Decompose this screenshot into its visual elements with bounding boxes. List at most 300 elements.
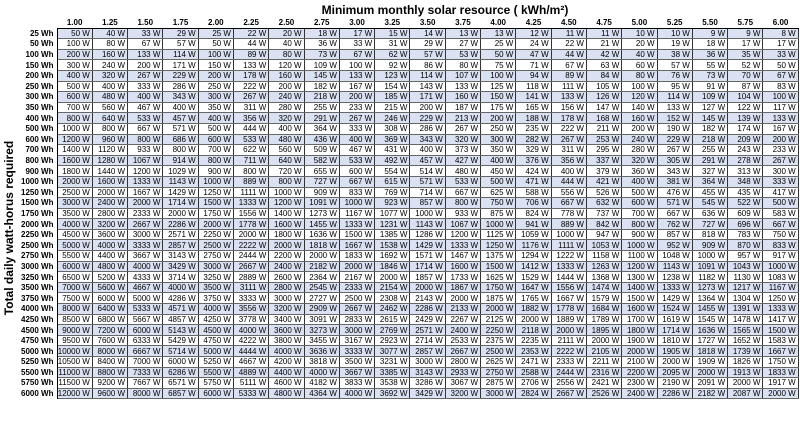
table-row (19, 102, 798, 113)
table-cell: 2857 W (410, 346, 445, 357)
table-cell: 1000 W (692, 251, 727, 262)
table-cell: 3000 W (198, 261, 233, 272)
table-cell: 800 W (163, 145, 198, 156)
column-header: 5.75 (728, 18, 763, 28)
table-cell: 800 W (622, 219, 657, 230)
table-row (19, 378, 798, 389)
table-cell: 457 W (163, 113, 198, 124)
table-cell: 7500 W (57, 293, 92, 304)
table-cell: 1100 W (622, 251, 657, 262)
table-cell: 933 W (445, 208, 480, 219)
table-cell: 696 W (728, 219, 763, 230)
table-cell: 2000 W (304, 251, 339, 262)
table-cell: 6000 W (128, 325, 163, 336)
table-cell: 7333 W (128, 367, 163, 378)
table-cell: 200 W (269, 81, 304, 92)
row-header: 500 Wh (19, 123, 57, 134)
table-cell: 2364 W (304, 272, 339, 283)
row-header: 400 Wh (19, 113, 57, 124)
table-cell: 145 W (304, 70, 339, 81)
table-cell: 5600 W (92, 282, 127, 293)
table-cell: 381 W (657, 176, 692, 187)
table-cell: 104 W (728, 92, 763, 103)
table-cell: 2353 W (516, 346, 551, 357)
table-cell: 291 W (304, 113, 339, 124)
table-cell: 947 W (586, 229, 621, 240)
table-cell: 4600 W (269, 378, 304, 389)
table-cell: 400 W (622, 176, 657, 187)
table-cell: 123 W (375, 70, 410, 81)
table-cell: 1600 W (622, 304, 657, 315)
table-cell: 200 W (410, 102, 445, 113)
table-cell: 4250 W (198, 314, 233, 325)
table-cell: 1200 W (57, 134, 92, 145)
table-cell: 2267 W (445, 314, 480, 325)
table-cell: 2118 W (516, 325, 551, 336)
table-cell: 267 W (339, 113, 374, 124)
table-cell: 3143 W (163, 251, 198, 262)
table-cell: 175 W (481, 102, 516, 113)
table-cell: 20 W (622, 39, 657, 50)
table-cell: 29 W (410, 39, 445, 50)
table-cell: 364 W (304, 123, 339, 134)
table-cell: 2182 W (304, 261, 339, 272)
table-cell: 1333 W (763, 304, 798, 315)
table-cell: 360 W (622, 166, 657, 177)
table-cell: 4000 W (269, 346, 304, 357)
table-cell: 960 W (92, 134, 127, 145)
table-cell: 12000 W (57, 388, 92, 399)
table-cell: 640 W (92, 113, 127, 124)
table-cell: 1714 W (163, 198, 198, 209)
table-cell: 13 W (445, 28, 480, 39)
table-cell: 31 W (375, 39, 410, 50)
table-cell: 1029 W (163, 166, 198, 177)
table-cell: 1750 W (198, 208, 233, 219)
table-cell: 4857 W (163, 314, 198, 325)
table-cell: 1444 W (551, 272, 586, 283)
table-cell: 3556 W (233, 304, 268, 315)
table-cell: 53 W (445, 49, 480, 60)
table-cell: 4400 W (92, 251, 127, 262)
table-cell: 209 W (728, 134, 763, 145)
table-cell: 522 W (728, 198, 763, 209)
table-cell: 313 W (728, 166, 763, 177)
table-cell: 2286 W (657, 388, 692, 399)
table-cell: 1667 W (128, 187, 163, 198)
table-cell: 1833 W (763, 367, 798, 378)
table-cell: 400 W (128, 92, 163, 103)
table-cell: 1304 W (728, 293, 763, 304)
table-cell: 509 W (304, 145, 339, 156)
table-cell: 857 W (410, 198, 445, 209)
table-cell: 1667 W (551, 293, 586, 304)
table-cell: 400 W (481, 155, 516, 166)
table-cell: 1053 W (586, 240, 621, 251)
table-cell: 2667 W (551, 388, 586, 399)
table-cell: 2200 W (269, 251, 304, 262)
table-cell: 4182 W (304, 378, 339, 389)
table-cell: 2714 W (410, 335, 445, 346)
table-cell: 133 W (233, 60, 268, 71)
row-header: 4250 Wh (19, 314, 57, 325)
table-cell: 457 W (410, 155, 445, 166)
table-cell: 554 W (375, 166, 410, 177)
table-cell: 3000 W (339, 325, 374, 336)
table-cell: 320 W (92, 70, 127, 81)
row-header: 700 Wh (19, 145, 57, 156)
table-cell: 24 W (516, 39, 551, 50)
table-cell: 11000 W (57, 367, 92, 378)
table-cell: 3273 W (304, 325, 339, 336)
table-cell: 40 W (269, 39, 304, 50)
table-cell: 100 W (198, 49, 233, 60)
table-cell: 200 W (481, 113, 516, 124)
column-header: 3.50 (410, 18, 445, 28)
table-cell: 1714 W (657, 325, 692, 336)
table-cell: 42 W (586, 49, 621, 60)
table-cell: 18 W (304, 28, 339, 39)
table-cell: 2444 W (233, 251, 268, 262)
table-cell: 5750 W (198, 378, 233, 389)
table-cell: 3231 W (375, 357, 410, 368)
table-cell: 7200 W (92, 325, 127, 336)
table-cell: 1875 W (481, 293, 516, 304)
table-cell: 10500 W (57, 357, 92, 368)
table-cell: 35 W (728, 49, 763, 60)
table-cell: 11 W (586, 28, 621, 39)
table-cell: 5111 W (233, 378, 268, 389)
table-cell: 1778 W (233, 219, 268, 230)
table-cell: 1000 W (57, 123, 92, 134)
table-cell: 1538 W (375, 240, 410, 251)
table-cell: 514 W (410, 166, 445, 177)
table-cell: 1083 W (763, 272, 798, 283)
table-cell: 1500 W (481, 261, 516, 272)
table-cell: 1000 W (551, 229, 586, 240)
table-cell: 818 W (692, 229, 727, 240)
table-cell: 80 W (269, 49, 304, 60)
table-cell: 4000 W (339, 388, 374, 399)
table-cell: 50 W (763, 60, 798, 71)
table-cell: 1571 W (410, 251, 445, 262)
table-cell: 187 W (445, 102, 480, 113)
table-cell: 174 W (728, 123, 763, 134)
table-cell: 875 W (481, 208, 516, 219)
table-cell: 71 W (516, 60, 551, 71)
table-cell: 833 W (339, 187, 374, 198)
table-cell: 311 W (233, 102, 268, 113)
table-cell: 1478 W (728, 314, 763, 325)
table-cell: 427 W (445, 155, 480, 166)
table-cell: 222 W (233, 81, 268, 92)
table-cell: 3333 W (128, 240, 163, 251)
table-cell: 139 W (728, 113, 763, 124)
table-cell: 582 W (304, 155, 339, 166)
table-cell: 1111 W (551, 240, 586, 251)
table-cell: 800 W (445, 198, 480, 209)
table-cell: 200 W (198, 70, 233, 81)
table-cell: 1800 W (622, 325, 657, 336)
table-cell: 4000 W (233, 325, 268, 336)
table-cell: 3385 W (375, 367, 410, 378)
table-cell: 1182 W (692, 272, 727, 283)
row-header: 1000 Wh (19, 176, 57, 187)
table-cell: 750 W (481, 198, 516, 209)
table-cell: 1000 W (339, 198, 374, 209)
table-cell: 3000 W (481, 388, 516, 399)
table-cell: 1583 W (763, 335, 798, 346)
row-header: 6000 Wh (19, 388, 57, 399)
table-cell: 600 W (57, 92, 92, 103)
table-cell: 4000 W (57, 219, 92, 230)
table-cell: 343 W (410, 134, 445, 145)
table-cell: 1765 W (516, 293, 551, 304)
table-cell: 7000 W (128, 357, 163, 368)
table-cell: 4750 W (198, 335, 233, 346)
table-cell: 233 W (763, 145, 798, 156)
table-cell: 5143 W (163, 325, 198, 336)
table-cell: 211 W (586, 123, 621, 134)
table-cell: 1333 W (445, 240, 480, 251)
table-cell: 7600 W (92, 335, 127, 346)
table-cell: 1500 W (763, 325, 798, 336)
table-row (19, 155, 798, 166)
table-cell: 2500 W (339, 293, 374, 304)
table-cell: 150 W (198, 60, 233, 71)
table-cell: 3692 W (375, 388, 410, 399)
table-cell: 1600 W (92, 176, 127, 187)
table-cell: 467 W (128, 102, 163, 113)
table-cell: 311 W (551, 145, 586, 156)
table-cell: 480 W (445, 166, 480, 177)
table-cell: 243 W (728, 145, 763, 156)
table-title: Minimum monthly solar resource ( kWh/m²) (321, 3, 569, 17)
row-header: 2000 Wh (19, 219, 57, 230)
table-cell: 160 W (92, 49, 127, 60)
table-cell: 356 W (233, 113, 268, 124)
column-header: 1.00 (57, 18, 92, 28)
table-cell: 1474 W (586, 282, 621, 293)
table-cell: 6857 W (163, 388, 198, 399)
table-cell: 2857 W (163, 240, 198, 251)
table-cell: 533 W (128, 113, 163, 124)
table-cell: 67 W (551, 60, 586, 71)
table-cell: 1400 W (57, 145, 92, 156)
table-cell: 4800 W (92, 261, 127, 272)
table-cell: 1600 W (269, 219, 304, 230)
row-header: 3250 Wh (19, 272, 57, 283)
table-cell: 6667 W (128, 346, 163, 357)
table-cell: 3455 W (304, 335, 339, 346)
table-cell: 133 W (551, 92, 586, 103)
table-cell: 4889 W (233, 367, 268, 378)
table-cell: 369 W (375, 134, 410, 145)
table-cell: 4000 W (304, 367, 339, 378)
table-cell: 1500 W (622, 293, 657, 304)
column-header: 1.75 (163, 18, 198, 28)
table-cell: 44 W (233, 39, 268, 50)
table-cell: 4667 W (128, 282, 163, 293)
table-cell: 1158 W (586, 251, 621, 262)
table-cell: 1067 W (445, 219, 480, 230)
table-cell: 1400 W (269, 208, 304, 219)
table-cell: 2667 W (233, 261, 268, 272)
table-row (19, 70, 798, 81)
table-cell: 1263 W (586, 261, 621, 272)
table-cell: 308 W (375, 123, 410, 134)
table-cell: 700 W (198, 145, 233, 156)
table-cell: 156 W (551, 102, 586, 113)
table-cell: 2526 W (586, 388, 621, 399)
table-cell: 2125 W (481, 314, 516, 325)
table-cell: 33 W (763, 49, 798, 60)
table-cell: 1375 W (481, 251, 516, 262)
table-cell: 9000 W (57, 325, 92, 336)
table-cell: 3500 W (339, 357, 374, 368)
table-row (19, 325, 798, 336)
table-cell: 2286 W (163, 219, 198, 230)
table-cell: 1867 W (445, 282, 480, 293)
table-cell: 57 W (410, 49, 445, 60)
table-cell: 1000 W (410, 208, 445, 219)
table-cell: 3600 W (269, 325, 304, 336)
table-cell: 1043 W (728, 261, 763, 272)
table-cell: 1700 W (622, 314, 657, 325)
table-cell: 133 W (128, 49, 163, 60)
table-cell: 5500 W (198, 367, 233, 378)
table-cell: 1364 W (692, 293, 727, 304)
table-cell: 255 W (692, 145, 727, 156)
table-cell: 5500 W (57, 251, 92, 262)
table-row (19, 282, 798, 293)
table-cell: 2000 W (763, 388, 798, 399)
table-row (19, 304, 798, 315)
table-cell: 500 W (57, 81, 92, 92)
table-cell: 1300 W (622, 272, 657, 283)
table-cell: 33 W (128, 28, 163, 39)
table-cell: 4286 W (163, 293, 198, 304)
table-cell: 2000 W (163, 208, 198, 219)
table-cell: 1846 W (375, 261, 410, 272)
table-cell: 27 W (445, 39, 480, 50)
table-cell: 13 W (481, 28, 516, 39)
table-cell: 870 W (728, 240, 763, 251)
table-cell: 2333 W (128, 208, 163, 219)
table-cell: 857 W (657, 229, 692, 240)
table-cell: 267 W (657, 145, 692, 156)
row-header: 5750 Wh (19, 378, 57, 389)
row-header: 4000 Wh (19, 304, 57, 315)
table-cell: 337 W (586, 155, 621, 166)
table-cell: 89 W (233, 49, 268, 60)
table-cell: 3750 W (198, 293, 233, 304)
table-cell: 3667 W (339, 367, 374, 378)
table-cell: 2250 W (481, 325, 516, 336)
table-cell: 571 W (163, 123, 198, 134)
table-cell: 2500 W (481, 346, 516, 357)
table-cell: 1200 W (445, 229, 480, 240)
table-cell: 182 W (304, 81, 339, 92)
table-cell: 417 W (763, 187, 798, 198)
table-cell: 1857 W (410, 272, 445, 283)
table-cell: 40 W (92, 28, 127, 39)
table-row (19, 145, 798, 156)
table-cell: 67 W (128, 39, 163, 50)
table-cell: 667 W (339, 176, 374, 187)
table-row (19, 240, 798, 251)
table-cell: 1727 W (692, 335, 727, 346)
table-cell: 126 W (586, 92, 621, 103)
table-cell: 40 W (622, 49, 657, 60)
table-row (19, 314, 798, 325)
table-cell: 333 W (339, 123, 374, 134)
table-cell: 67 W (339, 49, 374, 60)
table-cell: 1250 W (763, 293, 798, 304)
table-cell: 2286 W (410, 304, 445, 315)
table-cell: 1273 W (692, 282, 727, 293)
table-cell: 1200 W (622, 261, 657, 272)
table-cell: 1647 W (516, 282, 551, 293)
table-cell: 5429 W (163, 335, 198, 346)
table-cell: 240 W (92, 60, 127, 71)
row-header: 900 Wh (19, 166, 57, 177)
table-cell: 160 W (445, 92, 480, 103)
table-cell: 421 W (586, 176, 621, 187)
table-cell: 154 W (375, 81, 410, 92)
table-cell: 667 W (445, 187, 480, 198)
table-cell: 1217 W (728, 282, 763, 293)
column-header: 5.50 (692, 18, 727, 28)
table-cell: 348 W (728, 176, 763, 187)
table-cell: 2133 W (445, 304, 480, 315)
table-cell: 280 W (622, 145, 657, 156)
table-row (19, 49, 798, 60)
table-cell: 2667 W (445, 346, 480, 357)
table-cell: 80 W (92, 39, 127, 50)
table-cell: 22 W (233, 28, 268, 39)
table-cell: 107 W (445, 70, 480, 81)
table-cell: 667 W (551, 198, 586, 209)
table-cell: 178 W (551, 113, 586, 124)
table-cell: 1500 W (198, 198, 233, 209)
table-cell: 400 W (92, 81, 127, 92)
table-cell: 11 W (551, 28, 586, 39)
table-cell: 267 W (445, 123, 480, 134)
table-cell: 5714 W (163, 346, 198, 357)
table-cell: 333 W (128, 81, 163, 92)
table-cell: 33 W (339, 39, 374, 50)
table-cell: 267 W (233, 92, 268, 103)
table-cell: 471 W (516, 176, 551, 187)
table-cell: 2625 W (481, 357, 516, 368)
table-cell: 25 W (481, 39, 516, 50)
table-cell: 267 W (551, 134, 586, 145)
table-cell: 957 W (728, 251, 763, 262)
table-cell: 9500 W (57, 335, 92, 346)
table-cell: 200 W (622, 123, 657, 134)
row-header: 50 Wh (19, 39, 57, 50)
table-cell: 73 W (304, 49, 339, 60)
table-cell: 2000 W (233, 229, 268, 240)
table-cell: 2095 W (657, 367, 692, 378)
table-cell: 667 W (657, 208, 692, 219)
table-cell: 29 W (163, 28, 198, 39)
table-cell: 17 W (728, 39, 763, 50)
table-cell: 80 W (622, 70, 657, 81)
table-cell: 1625 W (481, 272, 516, 283)
table-cell: 3714 W (163, 272, 198, 283)
